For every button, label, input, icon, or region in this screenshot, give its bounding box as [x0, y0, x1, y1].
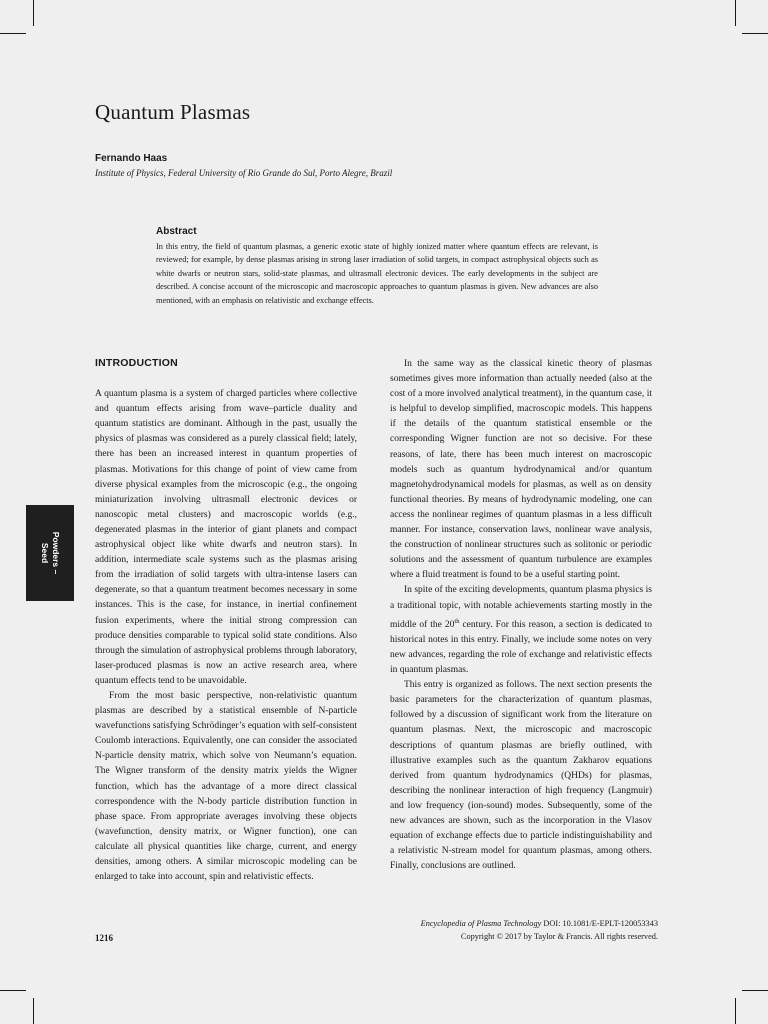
paragraph: From the most basic perspective, non-relativistic quantum plasmas are described by a statistical ensemble of N-particle wavefunctions satisfying Schrödinger’s equation with self-consistent Coulomb interactions. Equivalently, one can consider the associated N-particle density matrix, which solve von Neumann’s equation. The Wigner transform of the density matrix yields the Wigner function, which has the advantage of a more direct classical correspondence with the N-body particle distribution function in phase space. From appropriate averages involving these objects (wavefunction, density matrix, or Wigner function), one can calculate all physical quantities like charge, current, and energy densities, among others. A similar microscopic modeling can be enlarged to take into account, spin and relativistic effects. — [95, 690, 357, 883]
crop-mark-top-left-horizontal — [0, 33, 26, 34]
doi: DOI: 10.1081/E-EPLT-120053343 — [541, 919, 658, 928]
journal-name: Encyclopedia of Plasma Technology — [420, 919, 542, 928]
side-tab-label — [39, 505, 61, 601]
crop-mark-bottom-left-horizontal — [0, 990, 26, 991]
author-affiliation: Institute of Physics, Federal University of Rio Grande do Sul, Porto Alegre, Brazil — [95, 168, 393, 178]
section-side-tab — [26, 505, 74, 601]
article-title: Quantum Plasmas — [95, 100, 251, 124]
page-number: 1216 — [95, 933, 113, 943]
abstract — [156, 226, 598, 307]
side-tab-line-1: Powders – — [51, 531, 61, 575]
abstract-heading: Abstract — [156, 226, 197, 237]
crop-mark-bottom-right-vertical — [735, 998, 736, 1024]
footer-source-line — [421, 918, 658, 931]
paragraph: This entry is organized as follows. The next section presents the basic parameters for the characterization of quantum plasmas, followed by a discussion of significant work from the literature on quantum plasmas. Next, the microscopic and macroscopic descriptions of quantum plasmas are briefly outlined, with illustrative examples such as the quantum Zakharov equations derived from quantum hydrodynamics (QHDs) for plasmas, describing the nonlinear interaction of high frequency (Langmuir) and low frequency (ion-sound) modes. Subsequently, some of the new advances are shown, such as the incorporation in the Vlasov equation of exchange effects due to particle indistinguishability and a relativistic N-stream model for quantum plasmas, among others. Finally, conclusions are outlined. — [390, 680, 652, 872]
crop-mark-top-right-vertical — [735, 0, 736, 26]
superscript: th — [454, 617, 460, 625]
paragraph: A quantum plasma is a system of charged particles where collective and quantum effects arising from wave–particle duality and quantum statistics are dominant. Although in the past, usually the physics of plasmas was considered as a purely classical field; lately, there has been an increased interest in quantum properties of plasmas. Motivations for this change of point of view came from diverse physical examples from the microscopic (e.g., the ongoing miniaturization involving ultrasmall electronic devices or nanoscopic metal clusters) and macroscopic worlds (e.g., degenerated plasmas in the interior of giant planets and compact astrophysical object like white dwarfs and neutron stars). In addition, intermediate scale systems such as the plasmas arising from the irradiation of solid targets with ultra-intense lasers can degenerate, so that a quantum treatment becomes necessary in some instances. This is the case, for instance, in inertial confinement fusion experiments, where the initial strong compression can produce densities comparable to typical solid state conditions. Also through the simulation of astrophysical problems through laboratory, laser-produced plasmas is now an active research area, where quantum effects tend to be unavoidable. — [95, 389, 357, 686]
author-name: Fernando Haas — [95, 153, 168, 164]
left-column — [95, 356, 357, 885]
section-heading-introduction: INTRODUCTION — [95, 357, 178, 369]
footer-citation — [421, 918, 658, 943]
right-column — [390, 357, 652, 874]
side-tab-line-2: Seed — [40, 542, 50, 564]
crop-mark-top-left-vertical — [33, 0, 34, 26]
copyright: Copyright © 2017 by Taylor & Francis. All rights reserved. — [460, 931, 658, 941]
crop-mark-bottom-right-horizontal — [742, 990, 768, 991]
abstract-text: In this entry, the field of quantum plasmas, a generic exotic state of highly ionized matter where quantum effects are relevant, is reviewed; for example, by dense plasmas arising in strong laser irradiation of solid targets, in compact astrophysical objects such as white dwarfs or neutron stars, solid-state plasmas, and ultrasmall electronic devices. The early developments in the subject are described. A concise account of the microscopic and macroscopic approaches to quantum plasmas is given. New advances are also mentioned, with an emphasis on relativistic and exchange effects. — [156, 242, 598, 305]
paragraph: In the same way as the classical kinetic theory of plasmas sometimes gives more information than actually needed (also at the cost of a more involved analytical treatment), in the quantum case, it is helpful to develop simplified, macroscopic models. This happens if the details of the quantum statistical ensemble or the corresponding Wigner function are not so decisive. For these reasons, of late, there has been much interest on macroscopic models such as quantum hydrodynamical and/or quantum magnetohydrodynamical models for plasmas, as well as on density functional theories. By means of hydrodynamic modeling, one can access the nonlinear regimes of quantum plasmas in a less difficult manner. For instance, conservation laws, nonlinear wave analysis, the construction of nonlinear structures such as solitonic or periodic solutions and the assessment of quantum turbulence are examples where a fluid treatment is found to be a useful starting point. — [390, 359, 652, 581]
paragraph-text: In spite of the exciting developments, quantum plasma physics is a traditional topic, with notable achievements starting mostly in the middle of the 20 — [390, 585, 652, 630]
paragraph — [390, 583, 652, 678]
crop-mark-top-right-horizontal — [742, 33, 768, 34]
paragraph-text: century. For this reason, a section is dedicated to historical notes in this entry. Finally, we include some notes on very new advances, regarding the role of exchange and relativistic effects in quantum plasmas. — [390, 619, 652, 676]
crop-mark-bottom-left-vertical — [33, 998, 34, 1024]
